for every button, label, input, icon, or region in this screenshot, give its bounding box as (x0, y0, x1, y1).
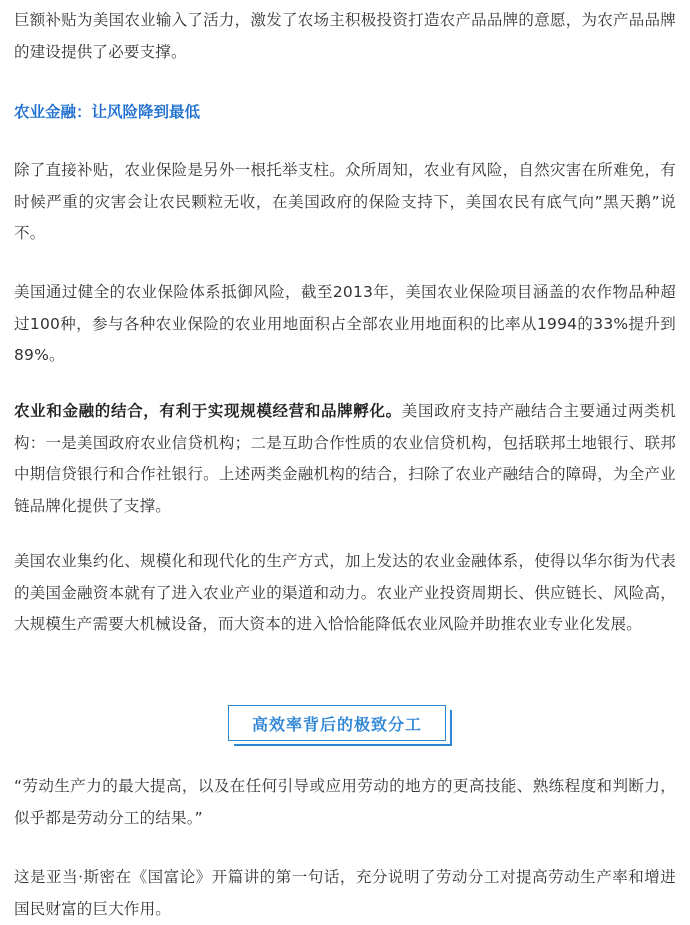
paragraph-finance-integration-lead: 农业和金融的结合，有利于实现规模经营和品牌孵化。 (14, 402, 402, 420)
paragraph-insurance-pillar: 除了直接补贴，农业保险是另外一根托举支柱。众所周知，农业有风险，自然灾害在所难免，有时候严重的灾害会让农民颗粒无收，在美国政府的保险支持下，美国农民有底气向”黑天鹅”说不。 (14, 161, 676, 242)
paragraph-subsidy-summary: 巨额补贴为美国农业输入了活力，激发了农场主积极投资打造农产品品牌的意愿，为农产品品牌的建设提供了必要支撑。 (14, 11, 676, 61)
heading-agri-finance: 农业金融：让风险降到最低 (14, 103, 201, 121)
paragraph-finance-integration-body: 美国政府支持产融结合主要通过两类机构：一是美国政府农业信贷机构；二是互助合作性质的农业信贷机构，包括联邦土地银行、联邦中期信贷银行和合作社银行。上述两类金融机构的结合，扫除了农业产融结合的障碍，为全产业链品牌化提供了支撑。 (14, 402, 676, 515)
section-title: 高效率背后的极致分工 (251, 714, 422, 734)
section-title-box (228, 705, 458, 747)
paragraph-adam-smith: 这是亚当·斯密在《国富论》开篇讲的第一句话，充分说明了劳动分工对提高劳动生产率和增进国民财富的巨大作用。 (14, 868, 676, 918)
section-title-frame (228, 705, 446, 741)
paragraph-quote: “劳动生产力的最大提高，以及在任何引导或应用劳动的地方的更高技能、熟练程度和判断力，似乎都是劳动分工的结果。” (14, 777, 676, 827)
paragraph-finance-integration (14, 396, 676, 522)
paragraph-wall-street-capital: 美国农业集约化、规模化和现代化的生产方式，加上发达的农业金融体系，使得以华尔街为代表的美国金融资本就有了进入农业产业的渠道和动力。农业产业投资周期长、供应链长、风险高，大规模生产需要大机械设备，而大资本的进入恰恰能降低农业风险并助推农业专业化发展。 (14, 552, 676, 633)
paragraph-insurance-system: 美国通过健全的农业保险体系抵御风险，截至2013年，美国农业保险项目涵盖的农作物品种超过100种，参与各种农业保险的农业用地面积占全部农业用地面积的比率从1994的33%提升到89%。 (14, 283, 676, 364)
